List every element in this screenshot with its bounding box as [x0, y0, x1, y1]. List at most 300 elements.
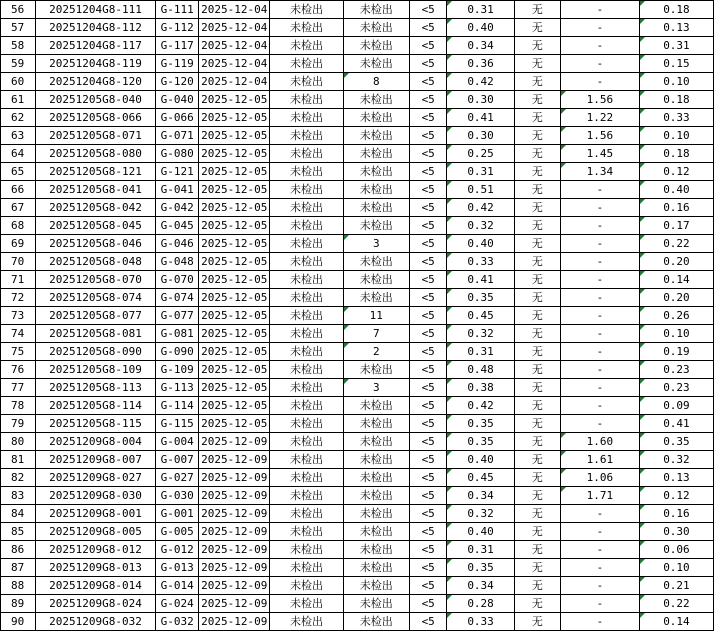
- code-cell[interactable]: G-027: [156, 469, 199, 487]
- limit-cell[interactable]: <5: [409, 55, 447, 73]
- flag-cell[interactable]: 无: [514, 343, 560, 361]
- measure-cell[interactable]: 1.56: [560, 127, 639, 145]
- measure-cell[interactable]: -: [560, 523, 639, 541]
- limit-cell[interactable]: <5: [409, 37, 447, 55]
- result-1-cell[interactable]: 未检出: [270, 325, 343, 343]
- date-cell[interactable]: 2025-12-05: [199, 181, 270, 199]
- last-value-cell[interactable]: 0.13: [639, 469, 713, 487]
- date-cell[interactable]: 2025-12-04: [199, 73, 270, 91]
- limit-cell[interactable]: <5: [409, 559, 447, 577]
- result-2-cell[interactable]: 未检出: [343, 595, 409, 613]
- flag-cell[interactable]: 无: [514, 127, 560, 145]
- result-1-cell[interactable]: 未检出: [270, 55, 343, 73]
- sample-id-cell[interactable]: 20251209G8-032: [35, 613, 155, 631]
- date-cell[interactable]: 2025-12-05: [199, 109, 270, 127]
- last-value-cell[interactable]: 0.09: [639, 397, 713, 415]
- value-cell[interactable]: 0.33: [447, 253, 514, 271]
- value-cell[interactable]: 0.34: [447, 577, 514, 595]
- result-1-cell[interactable]: 未检出: [270, 505, 343, 523]
- result-1-cell[interactable]: 未检出: [270, 577, 343, 595]
- code-cell[interactable]: G-080: [156, 145, 199, 163]
- result-2-cell[interactable]: 未检出: [343, 289, 409, 307]
- date-cell[interactable]: 2025-12-04: [199, 19, 270, 37]
- limit-cell[interactable]: <5: [409, 235, 447, 253]
- limit-cell[interactable]: <5: [409, 91, 447, 109]
- result-1-cell[interactable]: 未检出: [270, 127, 343, 145]
- last-value-cell[interactable]: 0.18: [639, 1, 713, 19]
- measure-cell[interactable]: 1.06: [560, 469, 639, 487]
- date-cell[interactable]: 2025-12-04: [199, 37, 270, 55]
- date-cell[interactable]: 2025-12-09: [199, 505, 270, 523]
- code-cell[interactable]: G-013: [156, 559, 199, 577]
- measure-cell[interactable]: -: [560, 217, 639, 235]
- result-1-cell[interactable]: 未检出: [270, 73, 343, 91]
- result-1-cell[interactable]: 未检出: [270, 235, 343, 253]
- limit-cell[interactable]: <5: [409, 397, 447, 415]
- date-cell[interactable]: 2025-12-05: [199, 217, 270, 235]
- sample-id-cell[interactable]: 20251209G8-001: [35, 505, 155, 523]
- code-cell[interactable]: G-077: [156, 307, 199, 325]
- code-cell[interactable]: G-081: [156, 325, 199, 343]
- value-cell[interactable]: 0.28: [447, 595, 514, 613]
- measure-cell[interactable]: -: [560, 379, 639, 397]
- row-number-cell[interactable]: 89: [1, 595, 36, 613]
- code-cell[interactable]: G-120: [156, 73, 199, 91]
- result-2-cell[interactable]: 未检出: [343, 451, 409, 469]
- limit-cell[interactable]: <5: [409, 145, 447, 163]
- last-value-cell[interactable]: 0.40: [639, 181, 713, 199]
- measure-cell[interactable]: -: [560, 577, 639, 595]
- measure-cell[interactable]: 1.45: [560, 145, 639, 163]
- measure-cell[interactable]: -: [560, 253, 639, 271]
- result-2-cell[interactable]: 8: [343, 73, 409, 91]
- flag-cell[interactable]: 无: [514, 577, 560, 595]
- limit-cell[interactable]: <5: [409, 523, 447, 541]
- value-cell[interactable]: 0.41: [447, 271, 514, 289]
- measure-cell[interactable]: -: [560, 37, 639, 55]
- row-number-cell[interactable]: 82: [1, 469, 36, 487]
- last-value-cell[interactable]: 0.35: [639, 433, 713, 451]
- row-number-cell[interactable]: 59: [1, 55, 36, 73]
- result-1-cell[interactable]: 未检出: [270, 595, 343, 613]
- measure-cell[interactable]: 1.34: [560, 163, 639, 181]
- result-1-cell[interactable]: 未检出: [270, 199, 343, 217]
- sample-id-cell[interactable]: 20251205G8-042: [35, 199, 155, 217]
- limit-cell[interactable]: <5: [409, 577, 447, 595]
- sample-id-cell[interactable]: 20251205G8-070: [35, 271, 155, 289]
- row-number-cell[interactable]: 61: [1, 91, 36, 109]
- code-cell[interactable]: G-042: [156, 199, 199, 217]
- row-number-cell[interactable]: 78: [1, 397, 36, 415]
- row-number-cell[interactable]: 56: [1, 1, 36, 19]
- sample-id-cell[interactable]: 20251209G8-007: [35, 451, 155, 469]
- result-1-cell[interactable]: 未检出: [270, 397, 343, 415]
- limit-cell[interactable]: <5: [409, 469, 447, 487]
- value-cell[interactable]: 0.40: [447, 235, 514, 253]
- limit-cell[interactable]: <5: [409, 451, 447, 469]
- row-number-cell[interactable]: 62: [1, 109, 36, 127]
- result-1-cell[interactable]: 未检出: [270, 559, 343, 577]
- date-cell[interactable]: 2025-12-09: [199, 577, 270, 595]
- code-cell[interactable]: G-070: [156, 271, 199, 289]
- result-1-cell[interactable]: 未检出: [270, 523, 343, 541]
- row-number-cell[interactable]: 58: [1, 37, 36, 55]
- date-cell[interactable]: 2025-12-05: [199, 199, 270, 217]
- result-2-cell[interactable]: 未检出: [343, 127, 409, 145]
- last-value-cell[interactable]: 0.32: [639, 451, 713, 469]
- code-cell[interactable]: G-117: [156, 37, 199, 55]
- sample-id-cell[interactable]: 20251205G8-074: [35, 289, 155, 307]
- last-value-cell[interactable]: 0.14: [639, 271, 713, 289]
- result-2-cell[interactable]: 未检出: [343, 505, 409, 523]
- flag-cell[interactable]: 无: [514, 145, 560, 163]
- last-value-cell[interactable]: 0.12: [639, 163, 713, 181]
- sample-id-cell[interactable]: 20251205G8-114: [35, 397, 155, 415]
- last-value-cell[interactable]: 0.06: [639, 541, 713, 559]
- value-cell[interactable]: 0.51: [447, 181, 514, 199]
- code-cell[interactable]: G-066: [156, 109, 199, 127]
- code-cell[interactable]: G-111: [156, 1, 199, 19]
- limit-cell[interactable]: <5: [409, 505, 447, 523]
- last-value-cell[interactable]: 0.10: [639, 559, 713, 577]
- result-1-cell[interactable]: 未检出: [270, 181, 343, 199]
- result-1-cell[interactable]: 未检出: [270, 541, 343, 559]
- value-cell[interactable]: 0.42: [447, 73, 514, 91]
- code-cell[interactable]: G-012: [156, 541, 199, 559]
- flag-cell[interactable]: 无: [514, 613, 560, 631]
- flag-cell[interactable]: 无: [514, 433, 560, 451]
- result-1-cell[interactable]: 未检出: [270, 91, 343, 109]
- code-cell[interactable]: G-112: [156, 19, 199, 37]
- last-value-cell[interactable]: 0.18: [639, 145, 713, 163]
- code-cell[interactable]: G-040: [156, 91, 199, 109]
- row-number-cell[interactable]: 75: [1, 343, 36, 361]
- result-1-cell[interactable]: 未检出: [270, 217, 343, 235]
- row-number-cell[interactable]: 86: [1, 541, 36, 559]
- result-2-cell[interactable]: 未检出: [343, 253, 409, 271]
- value-cell[interactable]: 0.41: [447, 109, 514, 127]
- last-value-cell[interactable]: 0.10: [639, 73, 713, 91]
- last-value-cell[interactable]: 0.41: [639, 415, 713, 433]
- flag-cell[interactable]: 无: [514, 55, 560, 73]
- sample-id-cell[interactable]: 20251209G8-030: [35, 487, 155, 505]
- limit-cell[interactable]: <5: [409, 1, 447, 19]
- date-cell[interactable]: 2025-12-05: [199, 415, 270, 433]
- flag-cell[interactable]: 无: [514, 451, 560, 469]
- measure-cell[interactable]: -: [560, 55, 639, 73]
- flag-cell[interactable]: 无: [514, 109, 560, 127]
- last-value-cell[interactable]: 0.31: [639, 37, 713, 55]
- flag-cell[interactable]: 无: [514, 271, 560, 289]
- result-1-cell[interactable]: 未检出: [270, 271, 343, 289]
- measure-cell[interactable]: -: [560, 613, 639, 631]
- result-1-cell[interactable]: 未检出: [270, 109, 343, 127]
- last-value-cell[interactable]: 0.22: [639, 235, 713, 253]
- last-value-cell[interactable]: 0.20: [639, 289, 713, 307]
- measure-cell[interactable]: -: [560, 541, 639, 559]
- result-1-cell[interactable]: 未检出: [270, 163, 343, 181]
- sample-id-cell[interactable]: 20251209G8-012: [35, 541, 155, 559]
- sample-id-cell[interactable]: 20251205G8-109: [35, 361, 155, 379]
- result-1-cell[interactable]: 未检出: [270, 433, 343, 451]
- value-cell[interactable]: 0.38: [447, 379, 514, 397]
- last-value-cell[interactable]: 0.16: [639, 199, 713, 217]
- flag-cell[interactable]: 无: [514, 397, 560, 415]
- value-cell[interactable]: 0.35: [447, 289, 514, 307]
- sample-id-cell[interactable]: 20251205G8-066: [35, 109, 155, 127]
- date-cell[interactable]: 2025-12-05: [199, 127, 270, 145]
- result-2-cell[interactable]: 未检出: [343, 271, 409, 289]
- code-cell[interactable]: G-090: [156, 343, 199, 361]
- row-number-cell[interactable]: 87: [1, 559, 36, 577]
- date-cell[interactable]: 2025-12-09: [199, 469, 270, 487]
- date-cell[interactable]: 2025-12-05: [199, 397, 270, 415]
- row-number-cell[interactable]: 68: [1, 217, 36, 235]
- measure-cell[interactable]: -: [560, 271, 639, 289]
- value-cell[interactable]: 0.31: [447, 343, 514, 361]
- measure-cell[interactable]: 1.56: [560, 91, 639, 109]
- last-value-cell[interactable]: 0.12: [639, 487, 713, 505]
- flag-cell[interactable]: 无: [514, 523, 560, 541]
- result-1-cell[interactable]: 未检出: [270, 289, 343, 307]
- result-2-cell[interactable]: 未检出: [343, 199, 409, 217]
- sample-id-cell[interactable]: 20251205G8-077: [35, 307, 155, 325]
- date-cell[interactable]: 2025-12-05: [199, 253, 270, 271]
- row-number-cell[interactable]: 73: [1, 307, 36, 325]
- flag-cell[interactable]: 无: [514, 217, 560, 235]
- limit-cell[interactable]: <5: [409, 199, 447, 217]
- row-number-cell[interactable]: 57: [1, 19, 36, 37]
- limit-cell[interactable]: <5: [409, 181, 447, 199]
- date-cell[interactable]: 2025-12-05: [199, 361, 270, 379]
- limit-cell[interactable]: <5: [409, 289, 447, 307]
- sample-id-cell[interactable]: 20251204G8-120: [35, 73, 155, 91]
- result-1-cell[interactable]: 未检出: [270, 613, 343, 631]
- date-cell[interactable]: 2025-12-05: [199, 163, 270, 181]
- sample-id-cell[interactable]: 20251205G8-045: [35, 217, 155, 235]
- flag-cell[interactable]: 无: [514, 469, 560, 487]
- result-2-cell[interactable]: 未检出: [343, 19, 409, 37]
- sample-id-cell[interactable]: 20251205G8-115: [35, 415, 155, 433]
- date-cell[interactable]: 2025-12-05: [199, 91, 270, 109]
- value-cell[interactable]: 0.32: [447, 217, 514, 235]
- value-cell[interactable]: 0.32: [447, 505, 514, 523]
- row-number-cell[interactable]: 74: [1, 325, 36, 343]
- last-value-cell[interactable]: 0.30: [639, 523, 713, 541]
- measure-cell[interactable]: -: [560, 73, 639, 91]
- date-cell[interactable]: 2025-12-05: [199, 271, 270, 289]
- measure-cell[interactable]: 1.60: [560, 433, 639, 451]
- value-cell[interactable]: 0.45: [447, 307, 514, 325]
- measure-cell[interactable]: -: [560, 307, 639, 325]
- measure-cell[interactable]: -: [560, 199, 639, 217]
- row-number-cell[interactable]: 70: [1, 253, 36, 271]
- limit-cell[interactable]: <5: [409, 379, 447, 397]
- measure-cell[interactable]: -: [560, 289, 639, 307]
- limit-cell[interactable]: <5: [409, 163, 447, 181]
- value-cell[interactable]: 0.48: [447, 361, 514, 379]
- value-cell[interactable]: 0.31: [447, 163, 514, 181]
- code-cell[interactable]: G-048: [156, 253, 199, 271]
- code-cell[interactable]: G-121: [156, 163, 199, 181]
- code-cell[interactable]: G-032: [156, 613, 199, 631]
- code-cell[interactable]: G-041: [156, 181, 199, 199]
- flag-cell[interactable]: 无: [514, 163, 560, 181]
- flag-cell[interactable]: 无: [514, 1, 560, 19]
- last-value-cell[interactable]: 0.15: [639, 55, 713, 73]
- sample-id-cell[interactable]: 20251205G8-040: [35, 91, 155, 109]
- flag-cell[interactable]: 无: [514, 307, 560, 325]
- date-cell[interactable]: 2025-12-09: [199, 541, 270, 559]
- flag-cell[interactable]: 无: [514, 253, 560, 271]
- date-cell[interactable]: 2025-12-09: [199, 559, 270, 577]
- date-cell[interactable]: 2025-12-09: [199, 523, 270, 541]
- result-1-cell[interactable]: 未检出: [270, 19, 343, 37]
- row-number-cell[interactable]: 79: [1, 415, 36, 433]
- sample-id-cell[interactable]: 20251209G8-024: [35, 595, 155, 613]
- sample-id-cell[interactable]: 20251205G8-081: [35, 325, 155, 343]
- code-cell[interactable]: G-119: [156, 55, 199, 73]
- value-cell[interactable]: 0.34: [447, 37, 514, 55]
- row-number-cell[interactable]: 80: [1, 433, 36, 451]
- limit-cell[interactable]: <5: [409, 343, 447, 361]
- row-number-cell[interactable]: 81: [1, 451, 36, 469]
- measure-cell[interactable]: -: [560, 505, 639, 523]
- row-number-cell[interactable]: 63: [1, 127, 36, 145]
- row-number-cell[interactable]: 85: [1, 523, 36, 541]
- limit-cell[interactable]: <5: [409, 325, 447, 343]
- row-number-cell[interactable]: 65: [1, 163, 36, 181]
- code-cell[interactable]: G-115: [156, 415, 199, 433]
- last-value-cell[interactable]: 0.22: [639, 595, 713, 613]
- flag-cell[interactable]: 无: [514, 361, 560, 379]
- value-cell[interactable]: 0.42: [447, 397, 514, 415]
- code-cell[interactable]: G-046: [156, 235, 199, 253]
- result-2-cell[interactable]: 未检出: [343, 541, 409, 559]
- last-value-cell[interactable]: 0.26: [639, 307, 713, 325]
- flag-cell[interactable]: 无: [514, 235, 560, 253]
- row-number-cell[interactable]: 72: [1, 289, 36, 307]
- date-cell[interactable]: 2025-12-09: [199, 451, 270, 469]
- last-value-cell[interactable]: 0.16: [639, 505, 713, 523]
- last-value-cell[interactable]: 0.19: [639, 343, 713, 361]
- flag-cell[interactable]: 无: [514, 199, 560, 217]
- last-value-cell[interactable]: 0.21: [639, 577, 713, 595]
- row-number-cell[interactable]: 88: [1, 577, 36, 595]
- date-cell[interactable]: 2025-12-05: [199, 307, 270, 325]
- result-1-cell[interactable]: 未检出: [270, 361, 343, 379]
- result-2-cell[interactable]: 未检出: [343, 181, 409, 199]
- result-2-cell[interactable]: 未检出: [343, 433, 409, 451]
- value-cell[interactable]: 0.31: [447, 541, 514, 559]
- date-cell[interactable]: 2025-12-05: [199, 325, 270, 343]
- date-cell[interactable]: 2025-12-09: [199, 595, 270, 613]
- value-cell[interactable]: 0.35: [447, 559, 514, 577]
- result-2-cell[interactable]: 未检出: [343, 1, 409, 19]
- code-cell[interactable]: G-114: [156, 397, 199, 415]
- result-2-cell[interactable]: 未检出: [343, 577, 409, 595]
- result-1-cell[interactable]: 未检出: [270, 145, 343, 163]
- flag-cell[interactable]: 无: [514, 19, 560, 37]
- date-cell[interactable]: 2025-12-05: [199, 145, 270, 163]
- code-cell[interactable]: G-074: [156, 289, 199, 307]
- flag-cell[interactable]: 无: [514, 595, 560, 613]
- flag-cell[interactable]: 无: [514, 91, 560, 109]
- row-number-cell[interactable]: 71: [1, 271, 36, 289]
- value-cell[interactable]: 0.25: [447, 145, 514, 163]
- result-1-cell[interactable]: 未检出: [270, 487, 343, 505]
- value-cell[interactable]: 0.40: [447, 19, 514, 37]
- measure-cell[interactable]: -: [560, 361, 639, 379]
- limit-cell[interactable]: <5: [409, 253, 447, 271]
- value-cell[interactable]: 0.40: [447, 523, 514, 541]
- flag-cell[interactable]: 无: [514, 289, 560, 307]
- code-cell[interactable]: G-024: [156, 595, 199, 613]
- result-2-cell[interactable]: 未检出: [343, 487, 409, 505]
- limit-cell[interactable]: <5: [409, 307, 447, 325]
- code-cell[interactable]: G-004: [156, 433, 199, 451]
- result-2-cell[interactable]: 未检出: [343, 415, 409, 433]
- row-number-cell[interactable]: 67: [1, 199, 36, 217]
- code-cell[interactable]: G-005: [156, 523, 199, 541]
- date-cell[interactable]: 2025-12-05: [199, 379, 270, 397]
- result-2-cell[interactable]: 未检出: [343, 145, 409, 163]
- limit-cell[interactable]: <5: [409, 433, 447, 451]
- flag-cell[interactable]: 无: [514, 181, 560, 199]
- code-cell[interactable]: G-001: [156, 505, 199, 523]
- sample-id-cell[interactable]: 20251205G8-090: [35, 343, 155, 361]
- sample-id-cell[interactable]: 20251205G8-048: [35, 253, 155, 271]
- limit-cell[interactable]: <5: [409, 595, 447, 613]
- row-number-cell[interactable]: 90: [1, 613, 36, 631]
- last-value-cell[interactable]: 0.10: [639, 127, 713, 145]
- row-number-cell[interactable]: 76: [1, 361, 36, 379]
- measure-cell[interactable]: -: [560, 1, 639, 19]
- code-cell[interactable]: G-014: [156, 577, 199, 595]
- limit-cell[interactable]: <5: [409, 217, 447, 235]
- limit-cell[interactable]: <5: [409, 361, 447, 379]
- result-2-cell[interactable]: 未检出: [343, 55, 409, 73]
- row-number-cell[interactable]: 69: [1, 235, 36, 253]
- last-value-cell[interactable]: 0.10: [639, 325, 713, 343]
- value-cell[interactable]: 0.35: [447, 433, 514, 451]
- limit-cell[interactable]: <5: [409, 127, 447, 145]
- measure-cell[interactable]: 1.61: [560, 451, 639, 469]
- code-cell[interactable]: G-071: [156, 127, 199, 145]
- date-cell[interactable]: 2025-12-05: [199, 235, 270, 253]
- sample-id-cell[interactable]: 20251209G8-005: [35, 523, 155, 541]
- measure-cell[interactable]: -: [560, 397, 639, 415]
- result-2-cell[interactable]: 未检出: [343, 469, 409, 487]
- value-cell[interactable]: 0.45: [447, 469, 514, 487]
- sample-id-cell[interactable]: 20251209G8-014: [35, 577, 155, 595]
- sample-id-cell[interactable]: 20251204G8-111: [35, 1, 155, 19]
- date-cell[interactable]: 2025-12-09: [199, 613, 270, 631]
- date-cell[interactable]: 2025-12-09: [199, 487, 270, 505]
- measure-cell[interactable]: -: [560, 325, 639, 343]
- result-1-cell[interactable]: 未检出: [270, 451, 343, 469]
- value-cell[interactable]: 0.40: [447, 451, 514, 469]
- date-cell[interactable]: 2025-12-05: [199, 343, 270, 361]
- result-2-cell[interactable]: 未检出: [343, 397, 409, 415]
- limit-cell[interactable]: <5: [409, 271, 447, 289]
- sample-id-cell[interactable]: 20251205G8-080: [35, 145, 155, 163]
- measure-cell[interactable]: 1.71: [560, 487, 639, 505]
- last-value-cell[interactable]: 0.14: [639, 613, 713, 631]
- flag-cell[interactable]: 无: [514, 487, 560, 505]
- sample-id-cell[interactable]: 20251204G8-117: [35, 37, 155, 55]
- value-cell[interactable]: 0.30: [447, 91, 514, 109]
